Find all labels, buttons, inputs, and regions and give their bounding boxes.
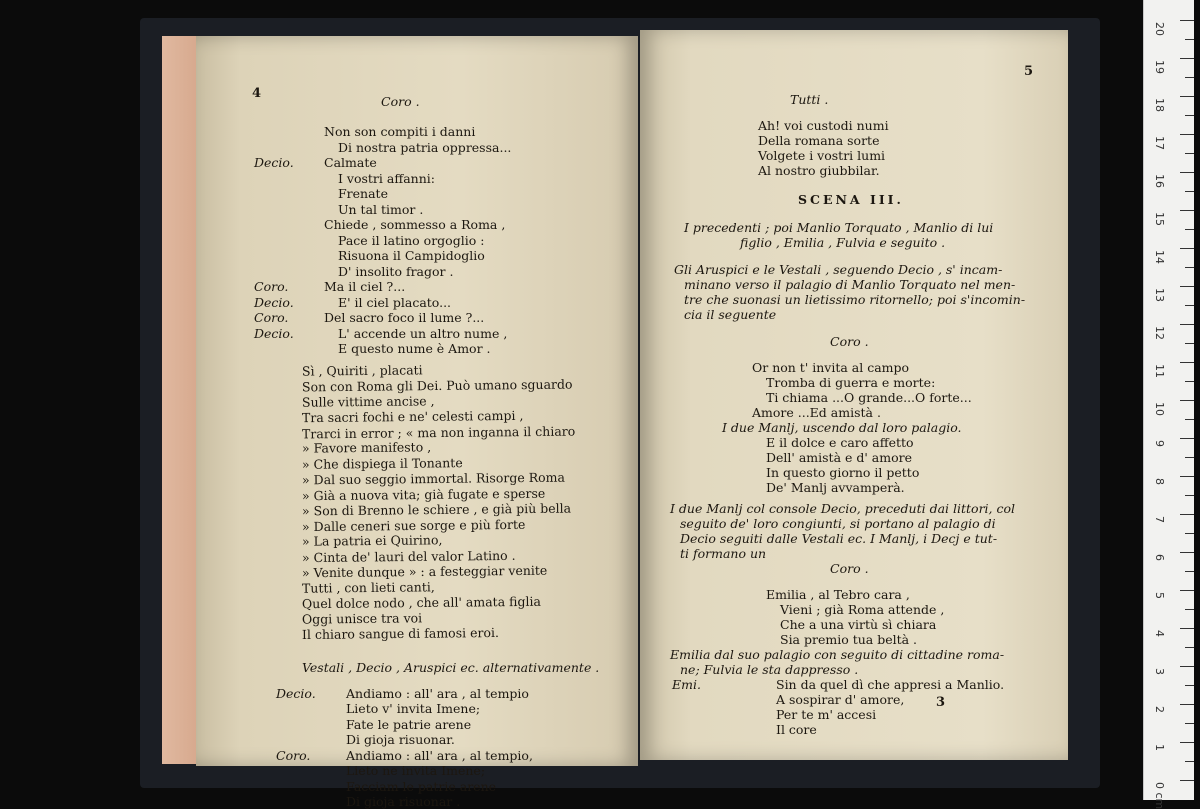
verse-line: Al nostro giubbilar.	[758, 163, 880, 178]
ruler-label: 18	[1153, 98, 1166, 112]
prose-line: Sì , Quiriti , placati	[301, 361, 423, 379]
prose-line: » Già a nuova vita; già fugate e sperse	[301, 485, 546, 503]
verse-line: E il dolce e caro affetto	[766, 435, 914, 450]
direction-line: cia il seguente	[684, 307, 777, 322]
verse-line: Vieni ; già Roma attende ,	[780, 602, 945, 617]
speaker-name: Emi.	[672, 677, 701, 692]
prose-line: » Dal suo seggio immortal. Risorge Roma	[301, 469, 565, 488]
ruler-tick	[1185, 495, 1194, 496]
ruler-tick	[1180, 210, 1194, 211]
prose-line: Sulle vittime ancise ,	[301, 392, 435, 410]
left-page	[196, 36, 638, 809]
prose-line: Tra sacri fochi e ne' celesti campi ,	[301, 407, 524, 426]
ruler-tick	[1180, 324, 1194, 325]
ruler-tick	[1180, 248, 1194, 249]
ruler-tick	[1180, 514, 1194, 515]
ruler-tick	[1180, 780, 1194, 781]
chorus-heading: Coro .	[830, 334, 869, 349]
verse-line: L' accende un altro nume ,	[338, 325, 508, 341]
measuring-ruler	[1143, 0, 1194, 809]
right-page	[640, 30, 1068, 760]
direction-line: Emilia dal suo palagio con seguito di cittadine roma-	[670, 647, 1005, 662]
signature-mark: 3	[936, 695, 946, 710]
speaker-name: Coro.	[276, 747, 311, 763]
verse-line: Pace il latino orgoglio :	[338, 232, 485, 248]
ruler-tick	[1180, 742, 1194, 743]
ruler-label: 3	[1153, 668, 1166, 675]
verse-line: D' insolito fragor .	[338, 263, 454, 279]
verse-line: Ma il ciel ?...	[324, 279, 406, 294]
direction-line: minano verso il palagio di Manlio Torquato nel men-	[684, 277, 1016, 292]
verse-line: De' Manlj avvamperà.	[766, 480, 905, 495]
chorus-heading: Coro .	[830, 561, 869, 576]
direction-line: ti formano un	[680, 546, 767, 561]
ruler-tick	[1180, 704, 1194, 705]
prose-line: » Son di Brenno le schiere , e già più bella	[301, 500, 572, 519]
verse-line: Del sacro foco il lume ?...	[324, 310, 485, 325]
ruler-tick	[1185, 571, 1194, 572]
ruler-label: 13	[1153, 288, 1166, 302]
ruler-label: 4	[1153, 630, 1166, 637]
prose-line: Il chiaro sangue di famosi eroi.	[301, 624, 499, 643]
ruler-label: 12	[1153, 326, 1166, 340]
verse-line: Calmate	[324, 155, 377, 170]
verse-line: Volgete i vostri lumi	[758, 148, 886, 163]
verse-line: Di nostra patria oppressa...	[338, 139, 512, 155]
section-heading: Tutti .	[790, 92, 829, 107]
ruler-tick	[1185, 533, 1194, 534]
prose-line: » Venite dunque » : a festeggiar venite	[301, 562, 548, 581]
verse-line: Ti chiama ...O grande...O forte...	[766, 390, 972, 405]
cast-line: figlio , Emilia , Fulvia e seguito .	[740, 235, 946, 250]
ruler-label: 6	[1153, 554, 1166, 561]
ruler-label: 15	[1153, 212, 1166, 226]
verse-line: Di gioja risuonar.	[346, 732, 455, 747]
prose-line: » Che dispiega il Tonante	[301, 454, 463, 472]
speaker-name: Coro.	[254, 310, 289, 325]
ruler-tick	[1185, 457, 1194, 458]
ruler-tick	[1180, 362, 1194, 363]
verse-line: Che a una virtù sì chiara	[780, 617, 937, 632]
cast-line: I precedenti ; poi Manlio Torquato , Manlio di lui	[684, 220, 994, 235]
ruler-label: 16	[1153, 174, 1166, 188]
ruler-tick	[1180, 134, 1194, 135]
speaker-name: Coro.	[254, 279, 289, 294]
verse-line: Andiamo : all' ara , al tempio,	[346, 747, 533, 763]
prose-line: Oggi unisce tra voi	[301, 609, 423, 627]
verse-line: Un tal timor .	[338, 201, 424, 217]
direction-line: tre che suonasi un lietissimo ritornello; poi s'incomin-	[684, 292, 1026, 307]
verse-line: In questo giorno il petto	[766, 465, 920, 480]
speaker-name: Decio.	[254, 294, 294, 310]
prose-line: » Favore manifesto ,	[301, 439, 432, 456]
verse-line: E questo nume è Amor .	[338, 341, 491, 356]
ruler-tick	[1185, 685, 1194, 686]
ruler-tick	[1180, 552, 1194, 553]
verse-line: I due Manlj, uscendo dal loro palagio.	[722, 420, 962, 435]
prose-line: Son con Roma gli Dei. Può umano sguardo	[301, 376, 573, 395]
ruler-label: 10	[1153, 402, 1166, 416]
ruler-tick	[1185, 267, 1194, 268]
direction-line: I due Manlj col console Decio, preceduti dai littori, col	[670, 501, 1016, 516]
verse-line: Lieto v' invita Imene;	[346, 701, 481, 716]
prose-line: » La patria ei Quirino,	[301, 532, 443, 549]
ruler-tick	[1185, 343, 1194, 344]
ruler-tick	[1185, 39, 1194, 40]
stage-direction: Vestali , Decio , Aruspici ec. alternativamente .	[302, 659, 600, 675]
ruler-tick	[1185, 381, 1194, 382]
verse-line: Amore ...Ed amistà .	[752, 405, 881, 420]
ruler-label: 7	[1153, 516, 1166, 523]
ruler-tick	[1185, 305, 1194, 306]
ruler-tick	[1185, 647, 1194, 648]
verse-line: Sin da quel dì che appresi a Manlio.	[776, 677, 1005, 692]
scene-title: SCENA III.	[798, 192, 904, 207]
verse-line: Or non t' invita al campo	[752, 360, 910, 375]
ruler-label: 8	[1153, 478, 1166, 485]
verse-line: Frenate	[338, 186, 388, 201]
page-number: 5	[1024, 64, 1034, 79]
prose-line: Trarci in error ; « ma non inganna il chiaro	[301, 423, 576, 441]
ruler-tick	[1185, 723, 1194, 724]
prose-line: Quel dolce nodo , che all' amata figlia	[301, 593, 541, 612]
ruler-tick	[1180, 58, 1194, 59]
ruler-label: 19	[1153, 60, 1166, 74]
ruler-tick	[1180, 20, 1194, 21]
verse-line: Lieto ne invita Imene;	[346, 763, 486, 778]
ruler-tick	[1185, 153, 1194, 154]
ruler-tick	[1180, 172, 1194, 173]
page-number: 4	[252, 86, 262, 101]
verse-line: A sospirar d' amore,	[776, 692, 905, 707]
verse-line: Ah! voi custodi numi	[758, 118, 889, 133]
prose-line: » Cinta de' lauri del valor Latino .	[301, 547, 516, 565]
verse-line: Emilia , al Tebro cara ,	[766, 587, 910, 602]
ruler-tick	[1180, 400, 1194, 401]
verse-line: Per te m' accesi	[776, 707, 877, 722]
prose-line: » Dalle ceneri sue sorge e più forte	[301, 516, 526, 534]
ruler-tick	[1180, 438, 1194, 439]
direction-line: Decio seguiti dalle Vestali ec. I Manlj, i Decj e tut-	[680, 531, 998, 546]
ruler-tick	[1180, 590, 1194, 591]
prose-line: Tutti , con lieti canti,	[301, 578, 435, 596]
speaker-name: Decio.	[254, 155, 294, 170]
ruler-label: 17	[1153, 136, 1166, 150]
verse-line: I vostri affanni:	[338, 170, 435, 186]
ruler-tick	[1185, 191, 1194, 192]
ruler-tick	[1180, 666, 1194, 667]
direction-line: seguito de' loro congiunti, si portano al palagio di	[680, 516, 996, 531]
ruler-tick	[1180, 628, 1194, 629]
verse-line: Il core	[776, 722, 817, 737]
verse-line: Dell' amistà e d' amore	[766, 450, 912, 465]
ruler-label: 5	[1153, 592, 1166, 599]
speaker-name: Decio.	[276, 685, 316, 701]
ruler-label: 11	[1153, 364, 1166, 378]
ruler-tick	[1185, 761, 1194, 762]
ruler-label: 9	[1153, 440, 1166, 447]
verse-line: Sia premio tua beltà .	[780, 632, 918, 647]
direction-line: ne; Fulvia le sta dappresso .	[680, 662, 859, 677]
ruler-tick	[1185, 77, 1194, 78]
ruler-label: 14	[1153, 250, 1166, 264]
verse-line: Tromba di guerra e morte:	[766, 375, 936, 390]
ruler-tick	[1180, 286, 1194, 287]
ruler-tick	[1180, 96, 1194, 97]
ruler-tick	[1185, 229, 1194, 230]
verse-line: Fate le patrie arene	[346, 716, 472, 732]
ruler-label: 1	[1153, 744, 1166, 751]
verse-line: Facciam le patrie arene	[346, 778, 497, 794]
ruler-label: 20	[1153, 22, 1166, 36]
direction-line: Gli Aruspici e le Vestali , seguendo Decio , s' incam-	[674, 262, 1003, 277]
section-heading: Coro .	[381, 94, 420, 109]
verse-line: Della romana sorte	[758, 133, 880, 148]
ruler-tick	[1185, 609, 1194, 610]
ruler-tick	[1185, 419, 1194, 420]
speaker-name: Decio.	[254, 325, 294, 341]
verse-line: Di gioja risuonar .	[346, 794, 461, 809]
verse-line: Andiamo : all' ara , al tempio	[346, 685, 529, 701]
verse-line: Chiede , sommesso a Roma ,	[324, 217, 506, 232]
verse-line: E' il ciel placato...	[338, 294, 452, 310]
verse-line: Risuona il Campidoglio	[338, 248, 485, 263]
verse-line: Non son compiti i danni	[324, 124, 476, 139]
ruler-tick	[1185, 115, 1194, 116]
ruler-tick	[1180, 476, 1194, 477]
ruler-label: 2	[1153, 706, 1166, 713]
ruler-label: 0 cm	[1153, 782, 1166, 809]
